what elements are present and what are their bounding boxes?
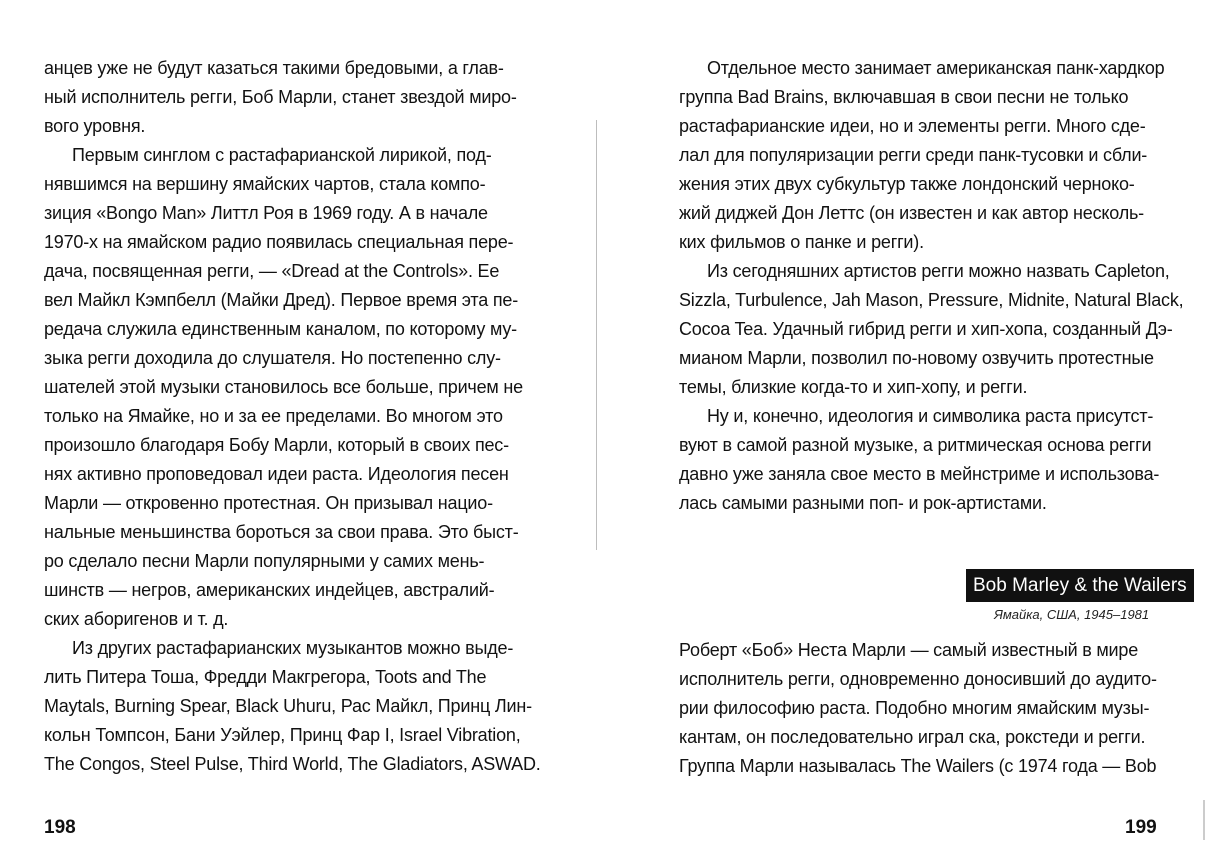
text-line: лась самыми разными поп- и рок-артистами. [679,493,1047,513]
text-line: ро сделало песни Марли популярными у самих мень- [44,551,485,571]
left-page [0,0,604,868]
text-line: зыка регги доходила до слушателя. Но постепенно слу- [44,348,501,368]
text-line: кантам, он последовательно играл ска, рокстеди и регги. [679,727,1146,747]
page-number: 198 [44,817,76,838]
text-line: вуют в самой разной музыке, а ритмическая основа регги [679,435,1152,455]
text-line: нявшимся на вершину ямайских чартов, стала компо- [44,174,486,194]
page-number: 199 [1125,817,1157,838]
text-line: вого уровня. [44,116,146,136]
text-line: ный исполнитель регги, Боб Марли, станет звездой миро- [44,87,517,107]
page-edge [1203,800,1205,840]
text-line: только на Ямайке, но и за ее пределами. Во многом это [44,406,503,426]
text-line: темы, близкие когда-то и хип-хопу, и регги. [679,377,1028,397]
text-line: Из сегодняшних артистов регги можно назвать Capleton, [707,261,1170,281]
text-line: давно уже заняла свое место в мейнстриме и использова- [679,464,1160,484]
text-line: лал для популяризации регги среди панк-тусовки и сбли- [679,145,1148,165]
section-subtitle: Ямайка, США, 1945–1981 [994,607,1150,622]
text-line: мианом Марли, позволил по-новому озвучить протестные [679,348,1154,368]
text-line: Из других растафарианских музыкантов можно выде- [72,638,514,658]
text-line: Отдельное место занимает американская панк-хардкор [707,58,1165,78]
text-line: анцев уже не будут казаться такими бредовыми, а глав- [44,58,504,78]
text-line: кольн Томпсон, Бани Уэйлер, Принц Фар I, Israel Vibration, [44,725,521,745]
text-line: шинств — негров, американских индейцев, австралий- [44,580,495,600]
text-line: произошло благодаря Бобу Марли, который в своих пес- [44,435,509,455]
section-title: Bob Marley & the Wailers [966,569,1194,602]
text-line: Maytals, Burning Spear, Black Uhuru, Рас Майкл, Принц Лин- [44,696,532,716]
text-line: Sizzla, Turbulence, Jah Mason, Pressure, Midnite, Natural Black, [679,290,1184,310]
text-line: Группа Марли называлась The Wailers (с 1974 года — Bob [679,756,1157,776]
text-line: 1970-х на ямайском радио появилась специальная пере- [44,232,514,252]
text-line: дача, посвященная регги, — «Dread at the Controls». Ее [44,261,500,281]
text-line: зиция «Bongo Man» Литтл Роя в 1969 году. А в начале [44,203,488,223]
right-page [605,0,1209,868]
text-line: вел Майкл Кэмпбелл (Майки Дред). Первое время эта пе- [44,290,518,310]
text-line: нальные меньшинства бороться за свои права. Это быст- [44,522,519,542]
text-line: нях активно проповедовал идеи раста. Идеология песен [44,464,509,484]
text-line: шателей этой музыки становилось все больше, причем не [44,377,523,397]
text-line: редача служила единственным каналом, по которому му- [44,319,517,339]
text-line: The Congos, Steel Pulse, Third World, The Gladiators, ASWAD. [44,754,541,774]
text-line: рии философию раста. Подобно многим ямайским музы- [679,698,1150,718]
text-line: группа Bad Brains, включавшая в свои песни не только [679,87,1129,107]
text-line: Марли — откровенно протестная. Он призывал нацио- [44,493,493,513]
text-line: растафарианские идеи, но и элементы регги. Много сде- [679,116,1146,136]
text-line: Роберт «Боб» Неста Марли — самый известный в мире [679,640,1139,660]
text-line: ских аборигенов и т. д. [44,609,229,629]
text-line: Cocoa Tea. Удачный гибрид регги и хип-хопа, созданный Дэ- [679,319,1173,339]
text-line: ких фильмов о панке и регги). [679,232,924,252]
text-line: Первым синглом с растафарианской лирикой, под- [72,145,492,165]
text-line: жий диджей Дон Леттс (он известен и как автор несколь- [679,203,1144,223]
text-line: лить Питера Тоша, Фредди Макгрегора, Toots and The [44,667,487,687]
text-line: жения этих двух субкультур также лондонский черноко- [679,174,1135,194]
text-line: исполнитель регги, одновременно доносивший до аудито- [679,669,1157,689]
text-line: Ну и, конечно, идеология и символика раста присутст- [707,406,1154,426]
page-divider [596,120,597,550]
